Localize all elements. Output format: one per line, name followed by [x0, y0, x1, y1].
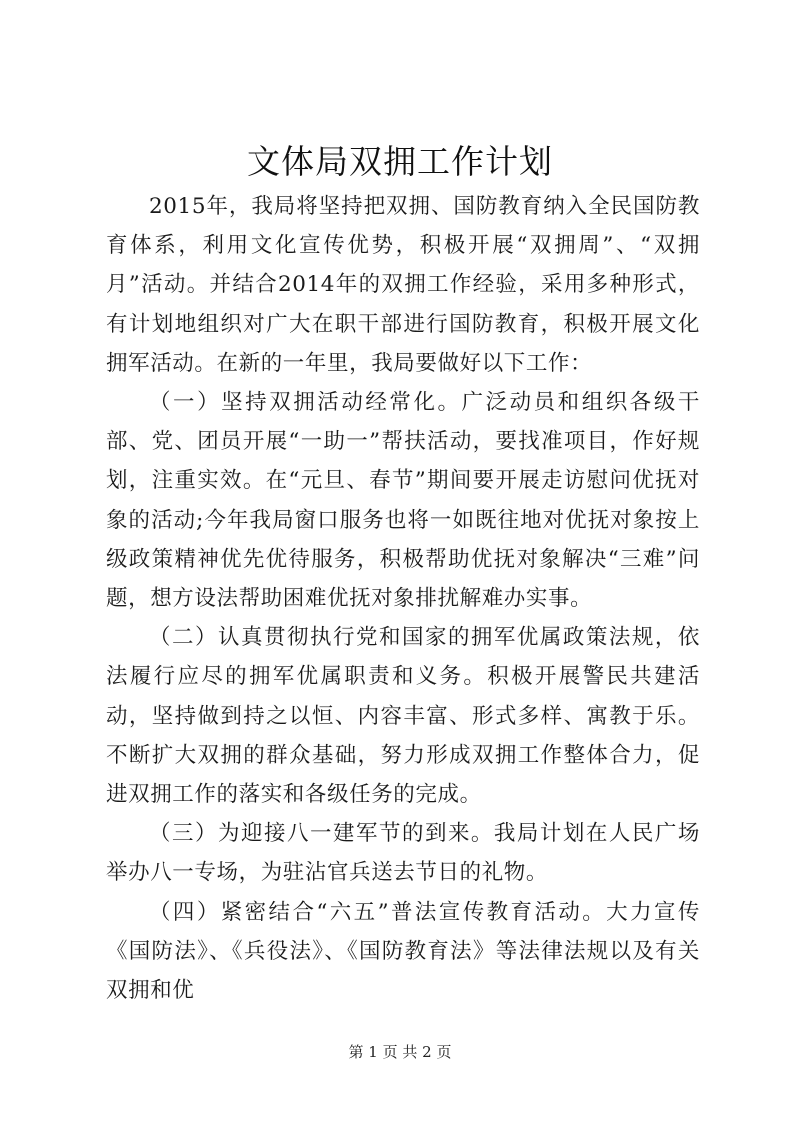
- document-body: [106, 187, 700, 1010]
- paragraph-item-4: （四）紧密结合“六五”普法宣传教育活动。大力宣传《国防法》、《兵役法》、《国防教育法》等法律法规以及有关双拥和优: [106, 899, 700, 1004]
- paragraph-item-3: （三）为迎接八一建军节的到来。我局计划在人民广场举办八一专场，为驻沾官兵送去节日的礼物。: [106, 821, 700, 886]
- document-title: 文体局双拥工作计划: [247, 142, 553, 181]
- paragraph-item-2: （二）认真贯彻执行党和国家的拥军优属政策法规，依法履行应尽的拥军优属职责和义务。积极开展警民共建活动，坚持做到持之以恒、内容丰富、形式多样、寓教于乐。不断扩大双拥的群众基础，努力形成双拥工作整体合力，促进双拥工作的落实和各级任务的完成。: [106, 625, 700, 808]
- paragraph-item-1: （一）坚持双拥活动经常化。广泛动员和组织各级干部、党、团员开展“一助一”帮扶活动，要找准项目，作好规划，注重实效。在“元旦、春节”期间要开展走访慰问优抚对象的活动;今年我局窗口服务也将一如既往地对优抚对象按上级政策精神优先优待服务，积极帮助优抚对象解决“三难”问题，想方设法帮助困难优抚对象排扰解难办实事。: [106, 390, 700, 612]
- paragraph-intro: 2015年，我局将坚持把双拥、国防教育纳入全民国防教育体系，利用文化宣传优势，积极开展“双拥周”、“双拥月”活动。并结合2014年的双拥工作经验，采用多种形式，有计划地组织对广大在职干部进行国防教育，积极开展文化拥军活动。在新的一年里，我局要做好以下工作：: [106, 194, 700, 376]
- page-number-footer: 第 1 页 共 2 页: [348, 1043, 452, 1061]
